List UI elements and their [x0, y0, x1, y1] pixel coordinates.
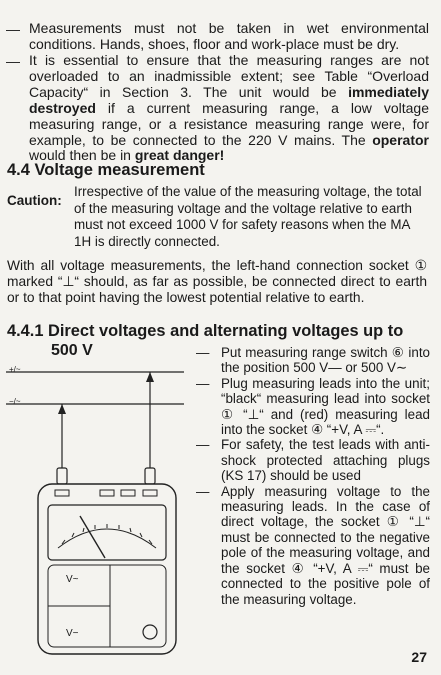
page-number: 27 — [411, 649, 427, 665]
earth-connection-paragraph: With all voltage measurements, the left-hand connection socket ① marked “⊥“ should, as far as possible, be connected direct to earth or to that point having the lowest potential relative to earth. — [7, 258, 427, 306]
lead-arrow-red — [146, 372, 154, 382]
positive-pole-label: +/~ — [9, 365, 21, 374]
step-item: — Plug measuring leads into the unit; “black“ measuring lead into socket ① “⊥“ and (red) measuring lead into the socket ④ “+V, A ⎓“. — [196, 375, 430, 438]
section-heading-direct-alternating: 4.4.1 Direct voltages and alternating voltages up to — [7, 322, 404, 340]
bullet-dash: — — [6, 53, 20, 69]
warning-overload: It is essential to ensure that the measuring ranges are not overloaded to an inadmissible extent; see Table “Overload Capacity“ in Section 3. The unit would be immediately destroyed if a current measuring range, a low voltage measuring range, or a resistance measuring range were, for example, to be connected to the 220 V mains. The operator would then be in great danger! — [29, 52, 429, 164]
plug-red — [145, 468, 155, 484]
plug-black — [57, 468, 67, 484]
step-item: — For safety, the test leads with anti-shock protected attaching plugs (KS 17) should be used — [196, 437, 430, 484]
step-dash: — — [196, 437, 210, 453]
meter-body — [38, 484, 176, 654]
caution-text: Irrespective of the value of the measuring voltage, the total of the measuring voltage and the voltage relative to earth must not exceed 1000 V for safety reasons when the MA 1H is directly connected. — [74, 184, 422, 249]
section-heading-voltage-measurement: 4.4 Voltage measurement — [7, 161, 205, 179]
step-item: — Put measuring range switch ⑥ into the position 500 V— or 500 V∼ — [196, 345, 430, 376]
step-dash: — — [196, 345, 210, 360]
lead-arrow-black — [58, 404, 66, 414]
scale-label-dc: V− — [66, 628, 79, 639]
warning-wet-conditions: Measurements must not be taken in wet environmental conditions. Hands, shoes, floor and work-place must be dry. — [29, 20, 429, 52]
step-list — [196, 345, 430, 607]
step-item: — Apply measuring voltage to the measuring leads. In the case of direct voltage, the socket ① “⊥“ must be connected to the negative pole of the measuring voltage, and the socket ④ “+V, A ⎓“ must be connected to the positive pole of the measuring voltage. — [196, 483, 430, 607]
step-dash: — — [196, 483, 210, 499]
caution-label: Caution: — [7, 193, 62, 208]
multimeter-connection-diagram — [0, 360, 200, 660]
step-dash: — — [196, 375, 210, 391]
section-heading-500v: 500 V — [51, 342, 93, 359]
bullet-dash: — — [6, 21, 20, 37]
negative-pole-label: −/~ — [9, 397, 21, 406]
scale-label-ac: V~ — [66, 574, 79, 585]
